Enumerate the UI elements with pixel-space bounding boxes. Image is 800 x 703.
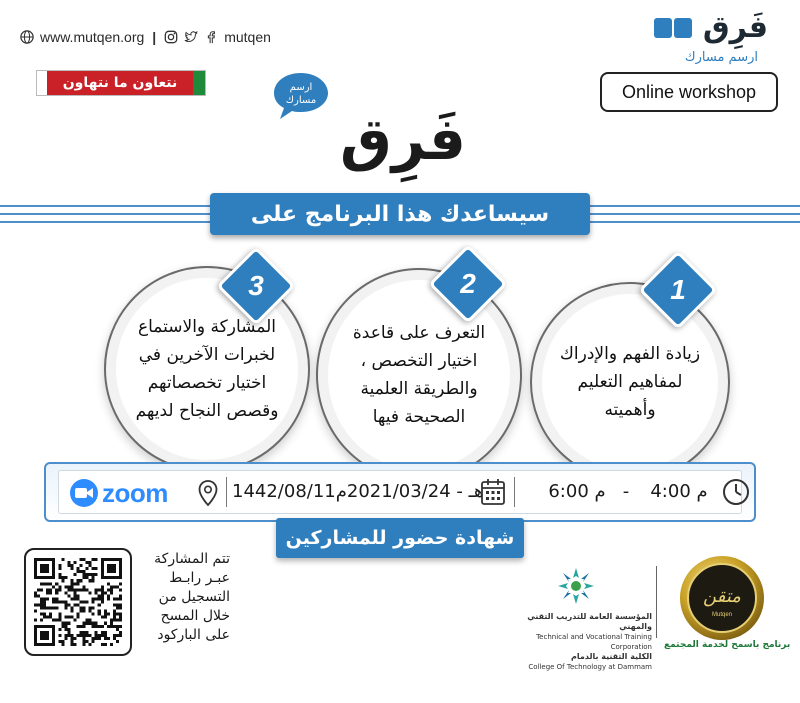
- zoom-camera-icon: [70, 479, 98, 507]
- brand-subtitle: ارسم مسارك: [684, 50, 758, 65]
- benefit-text-2: التعرف على قاعدة اختيار التخصص ، والطريقة العلمية الصحيحة فيها: [352, 323, 486, 427]
- location-pin-icon: [198, 480, 218, 506]
- mutqen-seal-icon: [678, 554, 766, 642]
- event-start-time: 4:00 م: [650, 481, 708, 502]
- registration-line-4: خلال المسح: [160, 608, 230, 624]
- time-dash: -: [622, 481, 630, 502]
- mutqen-word: متقن: [703, 586, 741, 607]
- certificate-banner: شهادة حضور للمشاركين: [276, 518, 524, 558]
- tvtc-text: [512, 612, 652, 672]
- benefit-number-2: 2: [460, 268, 476, 299]
- tvtc-logo-icon: [556, 566, 596, 606]
- program-logo: فَرِق: [340, 105, 466, 173]
- social-bar: [20, 26, 271, 48]
- event-date: 1442/08/11هـ - 2021/03/24م: [232, 481, 484, 502]
- benefit-number-3: 3: [248, 270, 264, 301]
- brand-logo: [648, 10, 768, 66]
- mutqen-caption: برنامج باسمح لخدمة المجتمع: [664, 640, 791, 650]
- tvtc-line-1: المؤسسة العامة للتدريب التقني والمهني: [527, 612, 652, 631]
- bubble-line-1: ارسم: [289, 82, 313, 93]
- registration-line-2: عبـر رابـط: [169, 570, 230, 586]
- benefit-text-1: زيادة الفهم والإدراك لمفاهيم التعليم وأهميته: [559, 344, 701, 420]
- tvtc-line-4: College Of Technology at Dammam: [528, 663, 652, 671]
- registration-instructions: [140, 550, 230, 645]
- benefit-text-3: المشاركة والاستماع لخبرات الآخرين في اختيار تخصصاتهم وقصص النجاح لديهم: [135, 317, 279, 421]
- footer-divider: [656, 566, 657, 638]
- registration-line-1: تتم المشاركة: [154, 551, 230, 567]
- headline-banner: سيساعدك هذا البرنامج على: [210, 193, 590, 235]
- workshop-label: Online workshop: [600, 72, 778, 112]
- registration-line-5: على الباركود: [157, 627, 230, 643]
- brand-name: فَرِق: [702, 10, 768, 45]
- zoom-logo: [70, 478, 200, 508]
- globe-icon: [20, 30, 34, 44]
- mutqen-latin: Mutqen: [711, 612, 733, 618]
- event-end-time: 6:00 م: [548, 481, 606, 502]
- brand-mark-icon: [654, 18, 692, 38]
- clock-icon: [722, 478, 750, 506]
- info-separator-1: [226, 477, 227, 507]
- tvtc-line-2: Technical and Vocational Training Corporation: [536, 633, 652, 651]
- slogan-banner: [36, 70, 206, 96]
- qr-code-icon: [34, 558, 122, 646]
- zoom-wordmark: zoom: [102, 477, 168, 508]
- facebook-icon[interactable]: [204, 30, 218, 44]
- slogan-text: نتعاون ما نتهاون: [47, 71, 193, 95]
- website-link[interactable]: www.mutqen.org: [40, 29, 145, 45]
- social-handle[interactable]: mutqen: [224, 29, 271, 45]
- bubble-line-2: مسارك: [285, 95, 317, 106]
- info-separator-2: [514, 477, 515, 507]
- registration-qr-code[interactable]: [24, 548, 132, 656]
- instagram-icon[interactable]: [164, 30, 178, 44]
- calendar-icon: [480, 478, 506, 506]
- benefit-number-1: 1: [670, 274, 686, 305]
- speech-bubble-icon: [270, 70, 332, 122]
- tvtc-line-3: الكلية التقنية بالدمام: [571, 652, 652, 661]
- registration-line-3: التسجيل من: [158, 589, 230, 605]
- twitter-icon[interactable]: [184, 30, 198, 44]
- separator: |: [152, 29, 157, 45]
